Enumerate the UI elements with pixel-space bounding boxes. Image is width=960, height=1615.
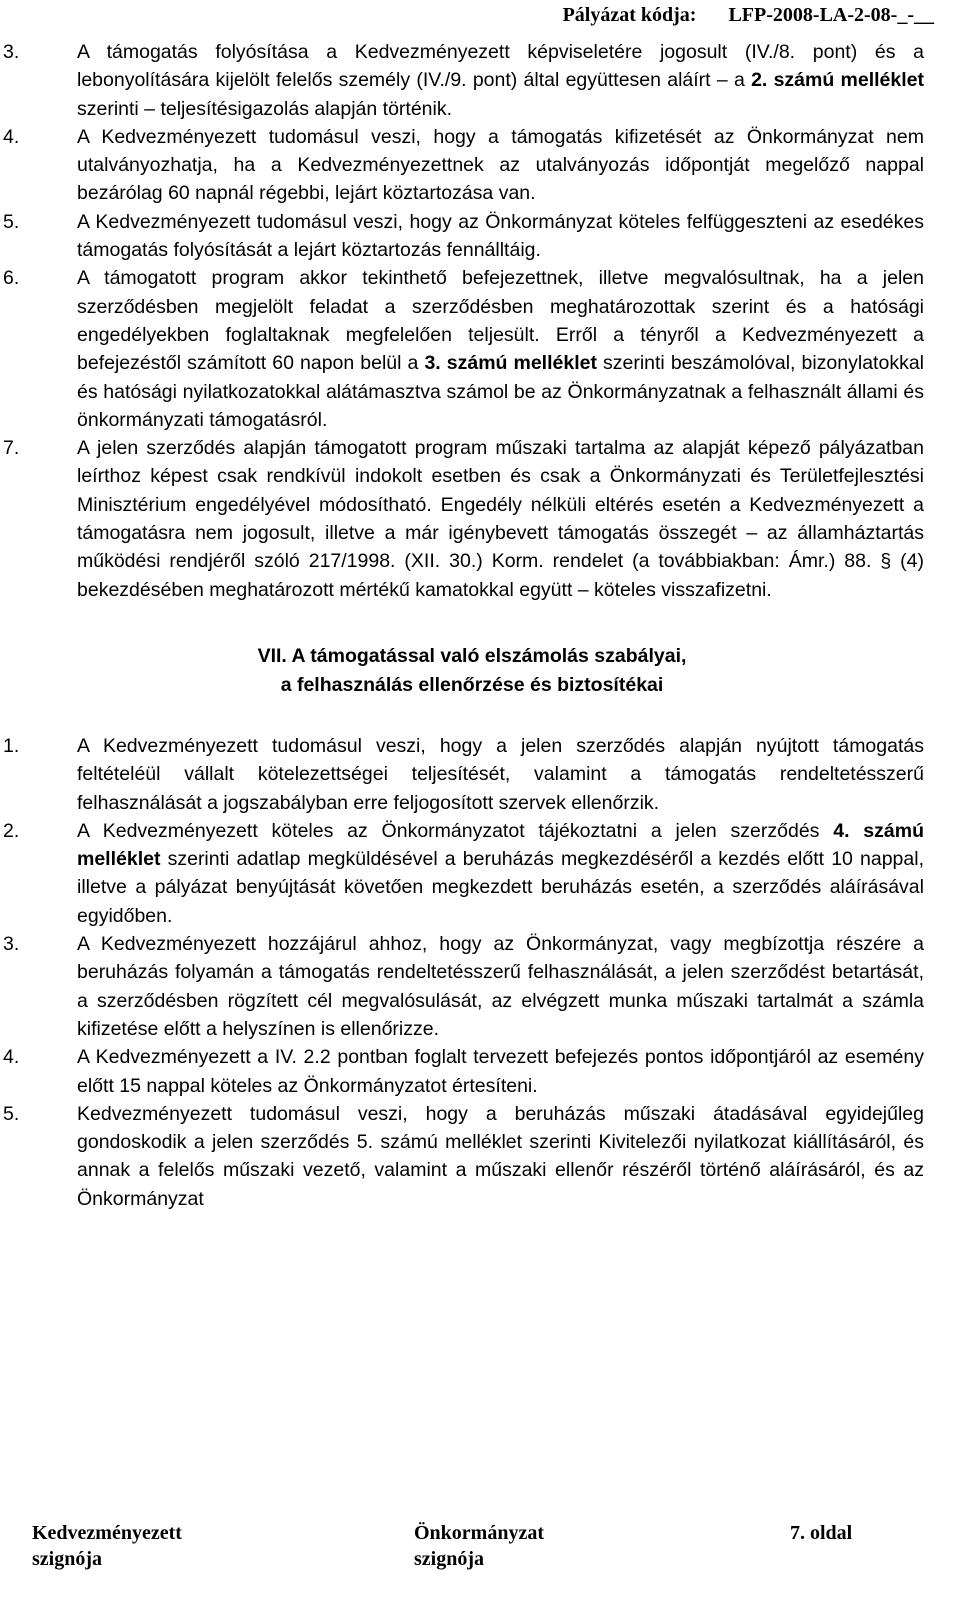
text-run: A támogatott program akkor tekinthető befejezettnek, illetve megvalósultnak, ha a jelen szerződésben megjelölt feladat a szerződésben meghatározottak szerint és a hatósági engedélyekben foglaltaknak megfelelően teljesült. Erről a tényről a Kedvezményezett a befejezéstől számított 60 napon belül a — [77, 267, 924, 375]
section-vii-item-5 — [0, 1100, 924, 1213]
item-text — [77, 208, 924, 265]
prev-section-item-2 — [0, 123, 924, 208]
item-text — [77, 123, 924, 208]
item-text — [77, 732, 924, 817]
tender-code-value: LFP-2008-LA-2-08- — [728, 4, 898, 26]
text-run: A Kedvezményezett köteles az Önkormányzatot tájékoztatni a jelen szerződés — [77, 819, 834, 842]
item-number: 6. — [3, 267, 20, 290]
page-footer — [0, 1520, 960, 1600]
section-vii-items — [0, 732, 924, 1213]
item-number: 5. — [3, 210, 20, 233]
beneficiary-signature-block — [32, 1520, 182, 1572]
item-text — [77, 264, 924, 434]
item-text — [77, 38, 924, 123]
item-number: 3. — [3, 933, 20, 956]
item-text — [77, 434, 924, 604]
text-run: A Kedvezményezett a IV. 2.2 pontban foglalt tervezett befejezés pontos időpontjáról az esemény előtt 15 nappal köteles az Önkormányzatot értesíteni. — [77, 1046, 924, 1097]
tender-code-label: Pályázat kódja: — [562, 4, 697, 26]
tender-code-separator: - — [907, 4, 914, 26]
item-text — [77, 930, 924, 1043]
section-vii-item-3 — [0, 930, 924, 1043]
prev-section-item-1 — [0, 38, 924, 123]
annex-reference: 3. számú melléklet — [424, 352, 597, 375]
item-number: 7. — [3, 437, 20, 460]
item-number: 4. — [3, 125, 20, 148]
item-number: 3. — [3, 41, 20, 63]
prev-section-item-5 — [0, 434, 924, 604]
text-run: A Kedvezményezett tudomásul veszi, hogy a jelen szerződés alapján nyújtott támogatás feltételéül vállalt kötelezettségei teljesítését, valamint a támogatás rendeltetésszerű felhasználását a jogszabályban erre feljogosított szervek ellenőrzik. — [77, 734, 924, 814]
prev-section-item-4 — [0, 264, 924, 434]
tender-code-header — [563, 4, 934, 27]
item-number: 5. — [3, 1102, 20, 1125]
text-run: A Kedvezményezett hozzájárul ahhoz, hogy az Önkormányzat, vagy megbízottja részére a beruházás folyamán a támogatás rendeltetésszerű felhasználását, a jelen szerződést betartását, a szerződésben rögzített cél megvalósulását, az elvégzett munka műszaki tartalmát a számla kifizetése előtt a helyszínen is ellenőrizze. — [77, 933, 924, 1040]
text-run: szerinti beszámolóval, bizonylatokkal és hatósági nyilatkozatokkal alátámasztva számol be az Önkormányzatnak a felhasznált állami és önkormányzati támogatásról. — [77, 352, 924, 431]
prev-section-item-3 — [0, 208, 924, 265]
section-vii-title-line1: VII. A támogatással való elszámolás szabályai, — [257, 644, 687, 667]
tender-code-blank: _ — [897, 4, 908, 26]
item-text — [77, 1100, 924, 1213]
tender-code-blank-end: __ — [914, 4, 934, 26]
text-run: szerinti – teljesítésigazolás alapján történik. — [77, 97, 453, 120]
contract-body — [0, 38, 924, 1213]
page-number: 7. oldal — [790, 1522, 853, 1544]
section-vii-title — [0, 642, 924, 700]
text-run: Kedvezményezett tudomásul veszi, hogy a beruházás műszaki átadásával egyidejűleg gondoskodik a jelen szerződés 5. számú melléklet szerinti Kivitelezői nyilatkozat kiállításáról, és annak a felelős műszaki vezető, valamint a műszaki ellenőr részéről történő aláírásáról, és az Önkormányzat — [77, 1102, 924, 1210]
annex-reference: 4. számú melléklet — [77, 819, 924, 871]
item-number: 2. — [3, 819, 20, 842]
municipality-signature-block — [414, 1520, 544, 1572]
annex-reference: 2. számú melléklet — [751, 69, 924, 92]
section-vii-title-line2: a felhasználás ellenőrzése és biztosítékai — [280, 673, 664, 696]
text-run: A jelen szerződés alapján támogatott program műszaki tartalma az alapját képező pályázatban leírthoz képest csak rendkívül indokolt esetben és csak a Önkormányzati és Területfejlesztési Minisztérium engedélyével módosítható. Engedély nélküli eltérés esetén a Kedvezményezett a támogatásra nem jogosult, illetve a már igénybevett támogatás összegét – az államháztartás működési rendjéről szóló 217/1998. (XII. 30.) Korm. rendelet (a továbbiakban: Ámr.) 88. § (4) bekezdésében meghatározott mértékű kamatokkal együtt – köteles visszafizetni. — [77, 437, 924, 601]
beneficiary-signature-label: szignója — [32, 1548, 102, 1570]
item-text — [77, 1043, 924, 1100]
section-vii-item-4 — [0, 1043, 924, 1100]
text-run: A Kedvezményezett tudomásul veszi, hogy az Önkormányzat köteles felfüggeszteni az esedékes támogatás folyósítását a lejárt köztartozás fennálltáig. — [77, 210, 924, 262]
municipality-label: Önkormányzat — [414, 1522, 544, 1544]
item-number: 1. — [3, 734, 20, 757]
item-text — [77, 817, 924, 930]
text-run: A támogatás folyósítása a Kedvezményezett képviseletére jogosult (IV./8. pont) és a lebonyolítására kijelölt felelős személy (IV./9. pont) által együttesen aláírt – a — [77, 41, 924, 92]
text-run: A Kedvezményezett tudomásul veszi, hogy a támogatás kifizetését az Önkormányzat nem utalványozhatja, ha a Kedvezményezettnek az utalványozás időpontját megelőző nappal bezárólag 60 napnál régebbi, lejárt köztartozása van. — [77, 125, 924, 205]
municipality-signature-label: szignója — [414, 1548, 484, 1570]
section-vii-item-2 — [0, 817, 924, 930]
previous-section-items — [0, 38, 924, 604]
beneficiary-label: Kedvezményezett — [32, 1522, 182, 1544]
text-run: szerinti adatlap megküldésével a beruházás megkezdéséről a kezdés előtt 10 nappal, illetve a pályázat benyújtását követően megkezdett beruházás esetén, a szerződés aláírásával egyidőben. — [77, 848, 924, 927]
item-number: 4. — [3, 1046, 20, 1069]
section-vii-item-1 — [0, 732, 924, 817]
